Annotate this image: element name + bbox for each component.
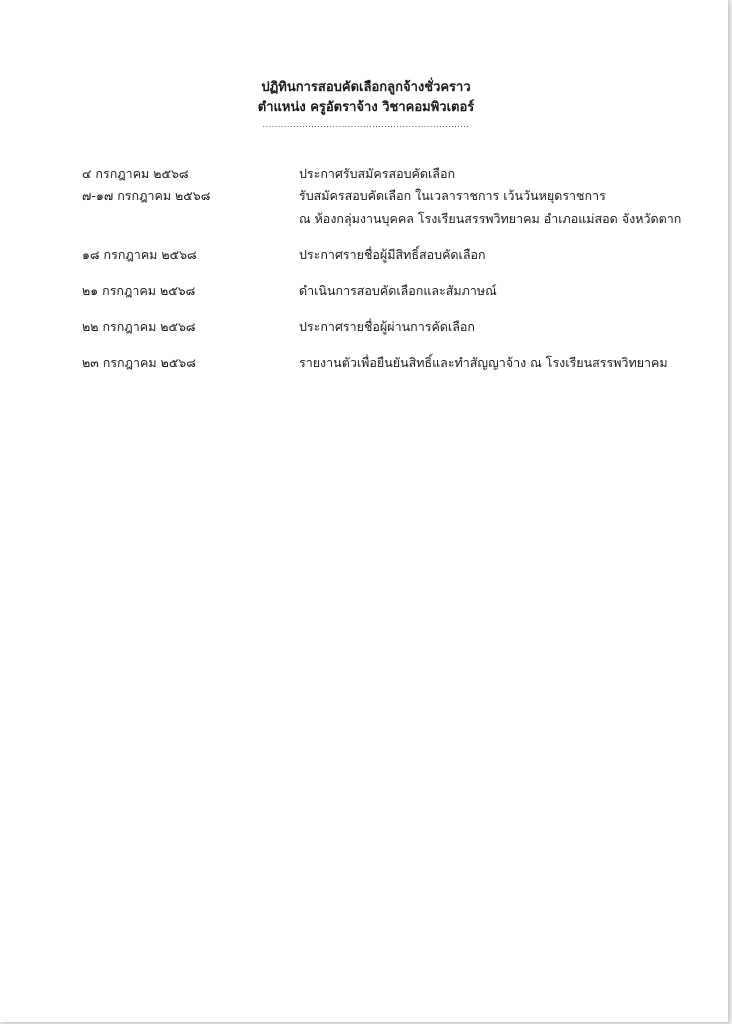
schedule-description-line: รับสมัครสอบคัดเลือก ในเวลาราชการ เว้นวันหยุดราชการ — [299, 188, 606, 203]
schedule-description — [299, 164, 682, 184]
schedule-description-line: ณ ห้องกลุ่มงานบุคคล โรงเรียนสรรพวิทยาคม อำเภอแม่สอด จังหวัดตาก — [299, 211, 682, 226]
schedule-description — [299, 281, 682, 301]
schedule-row — [82, 317, 682, 337]
schedule-row — [82, 353, 682, 373]
schedule-date: ๑๘ กรกฎาคม ๒๕๖๘ — [82, 247, 197, 262]
schedule-description — [299, 245, 682, 265]
dotted-divider: .................................................................... — [262, 120, 470, 129]
document-title: ปฏิทินการสอบคัดเลือกลูกจ้างชั่วคราว — [261, 80, 471, 95]
schedule-list — [82, 164, 682, 373]
schedule-description — [299, 317, 682, 337]
schedule-row — [82, 186, 682, 229]
schedule-description — [299, 186, 682, 229]
schedule-date: ๗-๑๗ กรกฎาคม ๒๕๖๘ — [82, 188, 211, 203]
schedule-row — [82, 281, 682, 301]
schedule-description-line: ประกาศรายชื่อผู้มีสิทธิ์สอบคัดเลือก — [299, 247, 486, 262]
schedule-description-line: ดำเนินการสอบคัดเลือกและสัมภาษณ์ — [299, 283, 497, 298]
schedule-row — [82, 245, 682, 265]
schedule-date: ๔ กรกฎาคม ๒๕๖๘ — [82, 166, 189, 181]
schedule-description-line: ประกาศรายชื่อผู้ผ่านการคัดเลือก — [299, 319, 475, 334]
schedule-row — [82, 164, 682, 184]
schedule-description-line: ประกาศรับสมัครสอบคัดเลือก — [299, 166, 456, 181]
schedule-date: ๒๒ กรกฎาคม ๒๕๖๘ — [82, 319, 196, 334]
schedule-description-line: รายงานตัวเพื่อยืนยันสิทธิ์และทำสัญญาจ้าง ณ โรงเรียนสรรพวิทยาคม — [299, 355, 668, 370]
schedule-description — [299, 353, 682, 373]
schedule-date: ๒๑ กรกฎาคม ๒๕๖๘ — [82, 283, 196, 298]
document-subtitle: ตำแหน่ง ครูอัตราจ้าง วิชาคอมพิวเตอร์ — [257, 100, 475, 115]
schedule-date: ๒๓ กรกฎาคม ๒๕๖๘ — [82, 355, 196, 370]
